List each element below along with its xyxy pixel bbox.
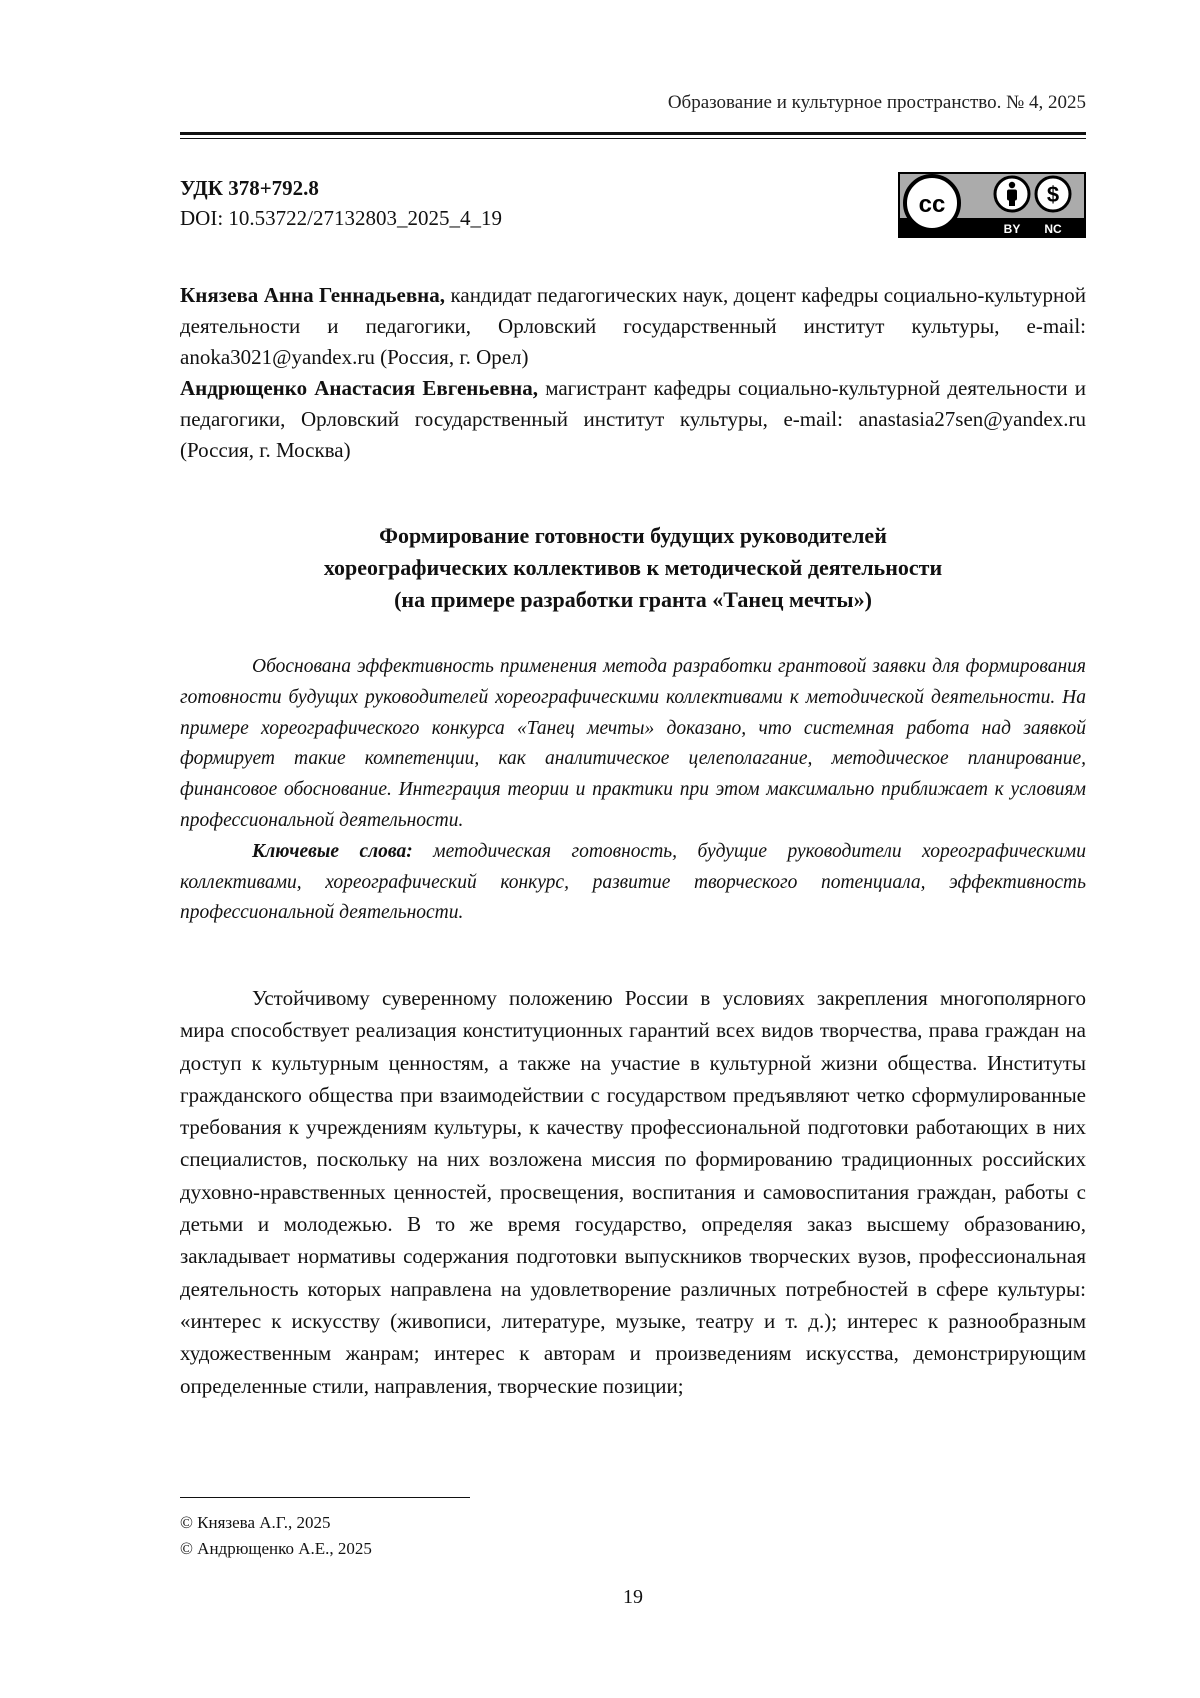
attribution-icon <box>995 177 1029 211</box>
keywords <box>180 837 1086 929</box>
copyright-note: © Андрющенко А.Е., 2025 <box>180 1539 372 1558</box>
footnotes <box>180 1510 372 1562</box>
title-line: (на примере разработки гранта «Танец мечты») <box>394 587 872 612</box>
abstract-text: Обоснована эффективность применения метода разработки грантовой заявки для формирования готовности будущих руководителей хореографическими коллективами к методической деятельности. На примере хореографического конкурса «Танец мечты» доказано, что системная работа над заявкой формирует такие компетенции, как аналитическое целеполагание, методическое планирование, финансовое обоснование. Интеграция теории и практики при этом максимально приближает к условиям профессиональной деятельности. <box>180 656 1086 831</box>
svg-text:cc: cc <box>918 191 946 218</box>
copyright-note: © Князева А.Г., 2025 <box>180 1513 331 1532</box>
author-name: Князева Анна Геннадьевна, <box>180 283 446 307</box>
header-rule-thick <box>180 132 1086 135</box>
svg-text:NC: NC <box>1044 222 1062 236</box>
keywords-label: Ключевые слова: <box>252 840 413 862</box>
author-details: кандидат педагогических наук, доцент кафедры социально-культурной деятельности и педагогики, Орловский государственный институт культуры, e-mail: anoka3021@yandex.ru (Россия, г. Орел) <box>180 283 1086 369</box>
footnote-rule <box>180 1497 470 1498</box>
header-rule-thin <box>180 138 1086 139</box>
page-number: 19 <box>623 1586 643 1608</box>
title-line: хореографических коллективов к методической деятельности <box>323 555 943 580</box>
author-name: Андрющенко Анастасия Евгеньевна, <box>180 376 539 400</box>
author-block <box>180 280 1086 466</box>
article-title <box>180 520 1086 616</box>
body-text <box>180 982 1086 1402</box>
abstract <box>180 652 1086 929</box>
keywords-list: методическая готовность, будущие руководители хореографическими коллективами, хореографический конкурс, развитие творческого потенциала, эффективность профессиональной деятельности. <box>180 840 1087 924</box>
title-line: Формирование готовности будущих руководителей <box>379 523 887 548</box>
author-details: магистрант кафедры социально-культурной деятельности и педагогики, Орловский государственный институт культуры, e-mail: anastasia27sen@yandex.ru (Россия, г. Москва) <box>180 376 1086 462</box>
svg-text:$: $ <box>1046 182 1060 207</box>
body-paragraph: Устойчивому суверенному положению России в условиях закрепления многополярного мира способствует реализация конституционных гарантий всех видов творчества, права граждан на доступ к культурным ценностям, а также на участие в культурной жизни общества. Институты гражданского общества при взаимодействии с государством предъявляют четко сформулированные требования к учреждениям культуры, к качеству профессиональной подготовки работающих в них специалистов, поскольку на них возложена миссия по формированию традиционных российских духовно-нравственных ценностей, просвещения, воспитания и самовоспитания граждан, работы с детьми и молодежью. В то же время государство, определяя заказ высшему образованию, закладывает нормативы содержания подготовки выпускников творческих вузов, профессиональная деятельность которых направлена на удовлетворение различных потребностей в сфере культуры: «интерес к искусству (живописи, литературе, музыке, театру и т. д.); интерес к разнообразным художественным жанрам; интерес к авторам и произведениям искусства, демонстрирующим определенные стили, направления, творческие позиции; <box>180 986 1086 1398</box>
noncommercial-icon <box>1036 177 1070 211</box>
cc-by-nc-badge-icon <box>898 172 1086 238</box>
author-entry <box>180 280 1086 373</box>
running-head: Образование и культурное пространство. № 4, 2025 <box>667 92 1086 113</box>
udk-code: УДК 378+792.8 <box>180 176 319 200</box>
svg-text:BY: BY <box>1003 222 1021 236</box>
doi: DOI: 10.53722/27132803_2025_4_19 <box>180 206 502 230</box>
author-entry <box>180 373 1086 466</box>
